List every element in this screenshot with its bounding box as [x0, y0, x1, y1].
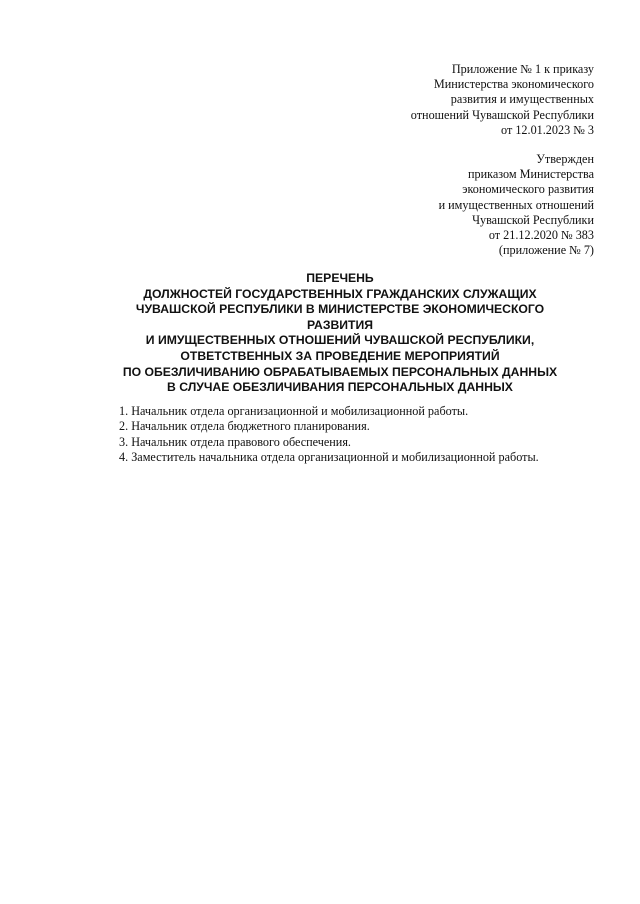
appendix-line: Министерства экономического — [433, 77, 594, 92]
list-item — [119, 419, 539, 434]
title-line: В СЛУЧАЕ ОБЕЗЛИЧИВАНИЯ ПЕРСОНАЛЬНЫХ ДАННЫХ — [167, 380, 513, 395]
approval-line: Утвержден — [536, 152, 594, 166]
approval-line: Чувашской Республики — [472, 212, 594, 227]
appendix-line: от 12.01.2023 № 3 — [501, 122, 594, 137]
list-item — [119, 450, 539, 465]
title-line: ОТВЕТСТВЕННЫХ ЗА ПРОВЕДЕНИЕ МЕРОПРИЯТИЙ — [180, 348, 500, 363]
appendix-line: Приложение № 1 к приказу — [451, 62, 594, 76]
approval-line: приказом Министерства — [467, 167, 594, 182]
title-line: ЧУВАШСКОЙ РЕСПУБЛИКИ В МИНИСТЕРСТВЕ ЭКОНОМИЧЕСКОГО — [135, 302, 545, 317]
title-line: ПО ОБЕЗЛИЧИВАНИЮ ОБРАБАТЫВАЕМЫХ ПЕРСОНАЛЬНЫХ ДАННЫХ — [122, 364, 558, 379]
title-line: И ИМУЩЕСТВЕННЫХ ОТНОШЕНИЙ ЧУВАШСКОЙ РЕСПУБЛИКИ, — [145, 333, 535, 348]
positions-list — [119, 404, 539, 466]
approval-line: (приложение № 7) — [498, 243, 594, 258]
list-item — [119, 404, 539, 419]
appendix-header — [411, 62, 594, 138]
title-line: ДОЛЖНОСТЕЙ ГОСУДАРСТВЕННЫХ ГРАЖДАНСКИХ СЛУЖАЩИХ — [143, 286, 537, 301]
approval-line: экономического развития — [462, 182, 594, 197]
approval-line: и имущественных отношений — [438, 197, 594, 212]
appendix-line: развития и имущественных — [450, 92, 594, 107]
list-item-number: 2. — [119, 419, 129, 434]
list-item-number: 3. — [119, 434, 129, 449]
list-item-text: Начальник отдела правового обеспечения. — [131, 434, 351, 449]
list-item-number: 1. — [119, 404, 129, 418]
list-item-text: Начальник отдела организационной и мобилизационной работы. — [131, 404, 469, 418]
list-item-text: Начальник отдела бюджетного планирования. — [131, 419, 370, 434]
document-title — [40, 271, 640, 396]
list-item-text: Заместитель начальника отдела организационной и мобилизационной работы. — [131, 450, 539, 465]
list-item-number: 4. — [119, 450, 129, 465]
title-line: ПЕРЕЧЕНЬ — [306, 271, 374, 285]
title-line: РАЗВИТИЯ — [306, 317, 374, 332]
appendix-line: отношений Чувашской Республики — [410, 107, 594, 122]
approval-line: от 21.12.2020 № 383 — [488, 228, 594, 243]
list-item — [119, 435, 539, 450]
approval-header — [439, 152, 594, 258]
